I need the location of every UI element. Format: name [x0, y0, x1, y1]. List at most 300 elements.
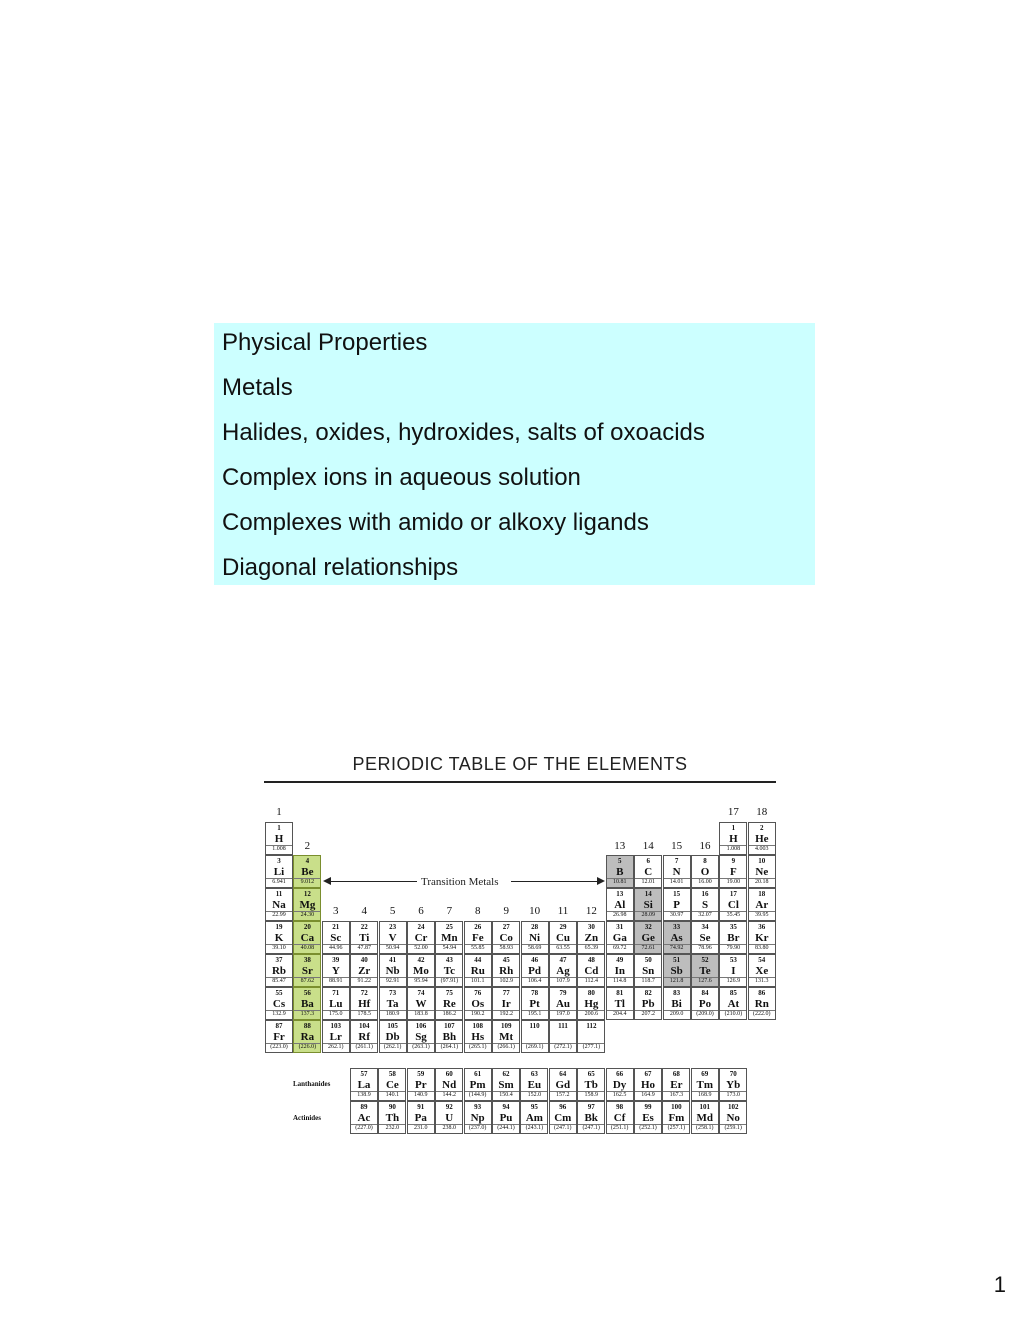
element-symbol: Hs [471, 1031, 485, 1043]
element-cell [549, 921, 577, 954]
element-symbol: Ra [300, 1031, 315, 1043]
element-cell [691, 1101, 719, 1134]
atomic-number: 61 [474, 1070, 482, 1078]
atomic-mass: 162.5 [607, 1091, 633, 1099]
element-cell [322, 921, 350, 954]
element-cell [748, 921, 776, 954]
atomic-number: 92 [445, 1103, 453, 1111]
element-symbol: Tl [614, 998, 625, 1010]
element-symbol: Ti [359, 932, 370, 944]
atomic-number: 91 [417, 1103, 425, 1111]
element-symbol: He [755, 833, 769, 845]
atomic-mass: 63.55 [550, 944, 576, 952]
element-cell [492, 1020, 520, 1053]
group-label: 2 [304, 840, 311, 852]
group-label: 18 [756, 806, 768, 818]
atomic-mass: 92.91 [380, 977, 406, 985]
element-cell [748, 888, 776, 921]
element-cell [719, 855, 747, 888]
atomic-mass: 164.9 [635, 1091, 661, 1099]
atomic-mass: (277.1) [578, 1043, 604, 1051]
element-cell [492, 987, 520, 1020]
atomic-mass: (269.1) [522, 1043, 548, 1051]
atomic-mass: (222.0) [749, 1010, 775, 1018]
atomic-mass: 132.9 [266, 1010, 292, 1018]
element-cell [265, 921, 293, 954]
element-cell [691, 987, 719, 1020]
atomic-number: 59 [417, 1070, 425, 1078]
atomic-mass: 112.4 [578, 977, 604, 985]
element-symbol: Rh [499, 965, 514, 977]
element-cell [634, 987, 662, 1020]
atomic-mass: 35.45 [720, 911, 746, 919]
element-cell [322, 954, 350, 987]
arrow-line [511, 881, 597, 882]
atomic-mass: 197.0 [550, 1010, 576, 1018]
atomic-number: 17 [729, 890, 737, 898]
atomic-number: 106 [415, 1022, 427, 1030]
atomic-number: 33 [673, 923, 681, 931]
atomic-number: 9 [731, 857, 736, 865]
element-cell [606, 855, 634, 888]
topic-item: Metals [222, 374, 293, 401]
element-cell [350, 1101, 378, 1134]
group-label: 6 [418, 905, 424, 917]
element-cell [464, 1068, 492, 1101]
atomic-number: 48 [587, 956, 595, 964]
element-symbol: Lr [329, 1031, 342, 1043]
element-symbol: Am [525, 1112, 543, 1124]
group-label: 17 [727, 806, 739, 818]
title-divider [264, 781, 776, 783]
element-cell [293, 1020, 321, 1053]
atomic-mass: 69.72 [607, 944, 633, 952]
element-cell [464, 921, 492, 954]
element-symbol: Se [699, 932, 711, 944]
element-symbol: Ac [357, 1112, 371, 1124]
atomic-number: 105 [387, 1022, 398, 1030]
element-cell [606, 888, 634, 921]
element-symbol: Mn [441, 932, 458, 944]
element-cell [634, 1101, 662, 1134]
atomic-mass: (259.1) [720, 1124, 746, 1132]
atomic-mass: 232.0 [379, 1124, 405, 1132]
topic-item: Diagonal relationships [222, 554, 459, 581]
element-symbol: La [357, 1079, 371, 1091]
atomic-mass: 87.62 [294, 977, 320, 985]
atomic-mass: 22.99 [266, 911, 292, 919]
group-label: 15 [671, 840, 683, 852]
atomic-mass: 58.93 [493, 944, 519, 952]
actinides-label: Actinides [293, 1114, 321, 1122]
atomic-mass: 114.8 [607, 977, 633, 985]
atomic-mass: (258.1) [692, 1124, 718, 1132]
atomic-mass: 10.81 [607, 878, 633, 886]
atomic-mass: 178.5 [351, 1010, 377, 1018]
atomic-number: 16 [701, 890, 709, 898]
atomic-mass: 106.4 [522, 977, 548, 985]
atomic-number: 27 [502, 923, 510, 931]
element-symbol: Li [273, 866, 285, 878]
atomic-number: 73 [389, 989, 397, 997]
atomic-mass: 168.9 [692, 1091, 718, 1099]
atomic-mass: 47.87 [351, 944, 377, 952]
atomic-number: 44 [474, 956, 482, 964]
atomic-number: 56 [303, 989, 311, 997]
atomic-mass: 19.00 [720, 878, 746, 886]
atomic-mass: (226.0) [294, 1043, 320, 1051]
element-symbol: Pr [414, 1079, 427, 1091]
element-cell [549, 954, 577, 987]
atomic-mass: (263.1) [408, 1043, 434, 1051]
atomic-mass: 40.08 [294, 944, 320, 952]
atomic-mass: 262.1) [323, 1043, 349, 1051]
element-symbol: Ce [385, 1079, 399, 1091]
atomic-mass: 28.09 [635, 911, 661, 919]
element-cell [577, 921, 605, 954]
element-symbol: Sm [498, 1079, 514, 1091]
element-cell [691, 921, 719, 954]
topic-list-box [214, 323, 815, 585]
atomic-number: 8 [703, 857, 707, 865]
element-cell [435, 1101, 463, 1134]
element-cell [577, 987, 605, 1020]
atomic-mass: 152.0 [521, 1091, 547, 1099]
element-symbol: B [616, 866, 624, 878]
atomic-mass: 138.9 [351, 1091, 377, 1099]
atomic-number: 12 [303, 890, 311, 898]
atomic-mass: 26.98 [607, 911, 633, 919]
element-cell [719, 1101, 747, 1134]
atomic-number: 1 [277, 824, 281, 832]
element-symbol: Pu [499, 1112, 513, 1124]
element-cell [265, 822, 293, 855]
atomic-number: 71 [332, 989, 340, 997]
atomic-mass: 14.01 [664, 878, 690, 886]
atomic-number: 67 [644, 1070, 652, 1078]
element-cell [379, 921, 407, 954]
element-symbol: Lu [329, 998, 343, 1010]
atomic-number: 45 [502, 956, 510, 964]
element-symbol: Fr [273, 1031, 285, 1043]
atomic-number: 58 [388, 1070, 396, 1078]
element-symbol: Ta [386, 998, 399, 1010]
element-cell [606, 1068, 634, 1101]
element-cell [378, 1101, 406, 1134]
atomic-number: 4 [305, 857, 310, 865]
element-symbol: Cf [613, 1112, 626, 1124]
atomic-number: 83 [673, 989, 681, 997]
element-symbol: Sb [670, 965, 683, 977]
element-symbol: S [701, 899, 709, 911]
element-cell [407, 921, 435, 954]
atomic-mass: 30.97 [664, 911, 690, 919]
element-cell [606, 987, 634, 1020]
atomic-mass: (251.1) [607, 1124, 633, 1132]
element-symbol: Fm [668, 1112, 685, 1124]
atomic-number: 19 [275, 923, 283, 931]
element-cell [691, 855, 719, 888]
atomic-number: 85 [729, 989, 737, 997]
element-cell [492, 1068, 520, 1101]
element-symbol: Rf [358, 1031, 370, 1043]
element-symbol: As [670, 932, 683, 944]
element-cell [379, 1020, 407, 1053]
atomic-number: 1 [731, 824, 736, 832]
element-symbol: Nb [385, 965, 400, 977]
group-label: 7 [446, 905, 453, 917]
element-cell [634, 1068, 662, 1101]
element-cell [662, 1101, 690, 1134]
element-cell [293, 954, 321, 987]
atomic-mass: 24.30 [294, 911, 320, 919]
atomic-mass: (244.1) [493, 1124, 519, 1132]
atomic-number: 75 [445, 989, 453, 997]
element-cell [435, 954, 463, 987]
element-symbol: Mg [299, 899, 316, 911]
atomic-number: 96 [559, 1103, 567, 1111]
element-symbol: Fe [471, 932, 484, 944]
element-cell [464, 954, 492, 987]
element-symbol: Xe [755, 965, 769, 977]
atomic-mass: 88.91 [323, 977, 349, 985]
atomic-number: 26 [474, 923, 482, 931]
atomic-mass: 126.9 [720, 977, 746, 985]
element-symbol: O [700, 866, 710, 878]
element-cell [520, 1068, 548, 1101]
element-cell [634, 855, 662, 888]
atomic-mass: 150.4 [493, 1091, 519, 1099]
atomic-mass: (266.1) [493, 1043, 519, 1051]
element-symbol: Ga [612, 932, 627, 944]
atomic-number: 87 [275, 1022, 283, 1030]
element-cell [549, 1068, 577, 1101]
element-cell [350, 954, 378, 987]
group-label: 13 [614, 840, 626, 852]
atomic-mass: 52.00 [408, 944, 434, 952]
atomic-number: 78 [531, 989, 539, 997]
atomic-number: 15 [673, 890, 681, 898]
atomic-number: 41 [389, 956, 397, 964]
element-symbol: C [644, 866, 653, 878]
atomic-mass: (247.1) [550, 1124, 576, 1132]
element-symbol: Cs [272, 998, 286, 1010]
element-symbol: Ag [556, 965, 570, 977]
element-symbol: H [729, 833, 738, 845]
element-symbol: Ba [300, 998, 314, 1010]
page-number: 1 [993, 1272, 1006, 1297]
atomic-number: 53 [729, 956, 737, 964]
atomic-mass: 140.9 [408, 1091, 434, 1099]
element-symbol: Ir [501, 998, 511, 1010]
element-symbol: Pd [528, 965, 542, 977]
atomic-number: 70 [729, 1070, 737, 1078]
element-cell [549, 1020, 577, 1053]
group-label: 3 [333, 905, 339, 917]
element-cell [520, 1101, 548, 1134]
element-cell [748, 954, 776, 987]
atomic-number: 55 [275, 989, 283, 997]
atomic-mass: 195.1 [522, 1010, 548, 1018]
atomic-number: 82 [644, 989, 652, 997]
element-symbol: No [726, 1112, 740, 1124]
element-symbol: Zn [584, 932, 599, 944]
atomic-number: 47 [559, 956, 567, 964]
element-symbol: Zr [358, 965, 371, 977]
atomic-mass: 78.96 [692, 944, 718, 952]
element-cell [293, 921, 321, 954]
atomic-mass: 9.012 [294, 878, 320, 886]
element-cell [265, 1020, 293, 1053]
element-symbol: Es [642, 1112, 654, 1124]
element-cell [577, 1068, 605, 1101]
atomic-number: 22 [360, 923, 368, 931]
element-symbol: Sr [301, 965, 313, 977]
element-symbol: N [672, 866, 681, 878]
element-symbol: Si [643, 899, 653, 911]
atomic-number: 14 [644, 890, 652, 898]
atomic-mass: 32.07 [692, 911, 718, 919]
arrow-line [331, 881, 417, 882]
element-symbol: Pm [469, 1079, 486, 1091]
element-symbol: Er [670, 1079, 683, 1091]
atomic-number: 2 [760, 824, 764, 832]
element-cell [464, 1101, 492, 1134]
atomic-mass: 6.941 [266, 878, 292, 886]
element-symbol: Yb [726, 1079, 741, 1091]
element-cell [521, 987, 549, 1020]
element-cell [492, 1101, 520, 1134]
element-cell [435, 987, 463, 1020]
element-cell [378, 1068, 406, 1101]
group-label: 10 [529, 905, 541, 917]
atomic-number: 29 [559, 923, 567, 931]
atomic-number: 37 [275, 956, 283, 964]
element-symbol: Sn [642, 965, 655, 977]
element-symbol: Au [555, 998, 571, 1010]
element-cell [719, 954, 747, 987]
element-symbol: Th [385, 1112, 400, 1124]
atomic-mass: (257.1) [663, 1124, 689, 1132]
element-cell [379, 954, 407, 987]
element-symbol: K [274, 932, 284, 944]
element-symbol: Po [698, 998, 712, 1010]
atomic-number: 107 [444, 1022, 455, 1030]
atomic-mass: 180.9 [380, 1010, 406, 1018]
element-cell [549, 987, 577, 1020]
element-cell [691, 1068, 719, 1101]
atomic-number: 13 [616, 890, 624, 898]
atomic-mass: 54.94 [436, 944, 462, 952]
atomic-mass: 1.008 [720, 845, 746, 853]
element-cell [691, 954, 719, 987]
atomic-number: 104 [358, 1022, 370, 1030]
element-cell [492, 954, 520, 987]
element-symbol: In [614, 965, 625, 977]
element-symbol: Al [614, 899, 626, 911]
element-cell [293, 987, 321, 1020]
atomic-number: 11 [275, 890, 283, 898]
atomic-mass: 58.69 [522, 944, 548, 952]
atomic-number: 35 [729, 923, 737, 931]
atomic-number: 74 [417, 989, 425, 997]
atomic-mass: 173.0 [720, 1091, 746, 1099]
atomic-number: 101 [699, 1103, 711, 1111]
atomic-number: 80 [587, 989, 595, 997]
element-cell [407, 1068, 435, 1101]
element-symbol: Mo [413, 965, 429, 977]
element-symbol: At [727, 998, 740, 1010]
element-cell [265, 855, 293, 888]
element-symbol: Hg [584, 998, 599, 1010]
element-symbol: Pt [529, 998, 540, 1010]
atomic-number: 99 [644, 1103, 652, 1111]
atomic-mass: 158.9 [578, 1091, 604, 1099]
atomic-number: 40 [360, 956, 368, 964]
atomic-number: 86 [758, 989, 766, 997]
atomic-number: 66 [616, 1070, 624, 1078]
element-symbol: Ne [755, 866, 769, 878]
element-cell [464, 1020, 492, 1053]
atomic-mass: 55.85 [465, 944, 491, 952]
atomic-mass: (272.1) [550, 1043, 576, 1051]
element-symbol: Bi [671, 998, 682, 1010]
atomic-number: 77 [502, 989, 510, 997]
atomic-number: 6 [646, 857, 650, 865]
element-cell [606, 954, 634, 987]
atomic-mass: 209.0 [664, 1010, 690, 1018]
element-symbol: Bk [584, 1112, 598, 1124]
atomic-mass: 85.47 [266, 977, 292, 985]
atomic-number: 69 [701, 1070, 709, 1078]
element-cell [350, 987, 378, 1020]
atomic-mass: (264.1) [436, 1043, 462, 1051]
element-cell [293, 888, 321, 921]
atomic-number: 34 [701, 923, 709, 931]
element-cell [379, 987, 407, 1020]
element-cell [521, 1020, 549, 1053]
element-cell [577, 954, 605, 987]
element-symbol: Dy [612, 1079, 627, 1091]
arrow-left-icon [323, 877, 331, 885]
atomic-mass: 101.1 [465, 977, 491, 985]
atomic-number: 18 [758, 890, 766, 898]
element-symbol: W [415, 998, 427, 1010]
element-cell [663, 921, 691, 954]
atomic-number: 21 [332, 923, 340, 931]
atomic-mass: 16.00 [692, 878, 718, 886]
atomic-number: 111 [558, 1022, 568, 1030]
element-cell [435, 1020, 463, 1053]
element-symbol: Be [301, 866, 314, 878]
element-cell [265, 954, 293, 987]
atomic-mass: 39.95 [749, 911, 775, 919]
element-symbol: Br [727, 932, 740, 944]
atomic-mass: 186.2 [436, 1010, 462, 1018]
element-symbol: Sg [415, 1031, 427, 1043]
atomic-mass: 131.3 [749, 977, 775, 985]
element-cell [435, 921, 463, 954]
element-symbol: Mt [499, 1031, 514, 1043]
atomic-mass: 65.39 [578, 944, 604, 952]
atomic-mass: 20.18 [749, 878, 775, 886]
atomic-mass: 140.1 [379, 1091, 405, 1099]
atomic-number: 49 [616, 956, 624, 964]
atomic-number: 108 [472, 1022, 484, 1030]
element-symbol: F [730, 866, 737, 878]
element-cell [322, 987, 350, 1020]
topic-item: Halides, oxides, hydroxides, salts of oxoacids [222, 419, 705, 446]
